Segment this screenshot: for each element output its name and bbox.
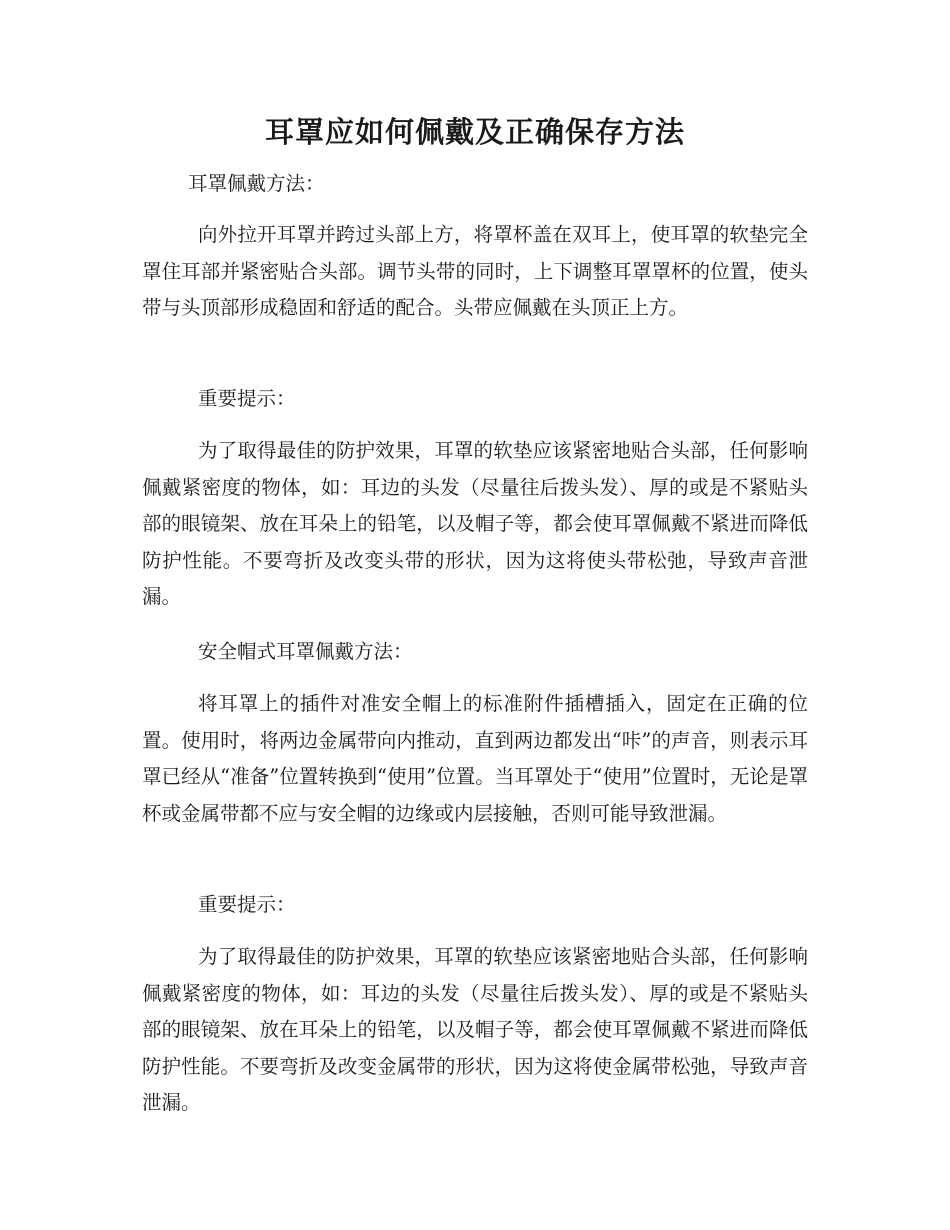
section-heading-important-note-1: 重要提示：	[198, 387, 296, 410]
paragraph-wearing-method: 向外拉开耳罩并跨过头部上方，将罩杯盖在双耳上，使耳罩的软垫完全罩住耳部并紧密贴合头部。调节头带的同时，上下调整耳罩罩杯的位置，使头带与头顶部形成稳固和舒适的配合。头带应佩戴在头顶正上方。	[142, 223, 808, 319]
section-heading-wearing-method: 耳罩佩戴方法：	[188, 172, 325, 195]
section-heading-helmet-wearing-method: 安全帽式耳罩佩戴方法：	[198, 640, 413, 663]
document-title: 耳罩应如何佩戴及正确保存方法	[264, 115, 685, 149]
paragraph-important-note-1: 为了取得最佳的防护效果，耳罩的软垫应该紧密地贴合头部，任何影响佩戴紧密度的物体，如：耳边的头发（尽量往后拨头发）、厚的或是不紧贴头部的眼镜架、放在耳朵上的铅笔，以及帽子等，都会使耳罩佩戴不紧进而降低防护性能。不要弯折及改变头带的形状，因为这将使头带松弛，导致声音泄漏。	[142, 439, 808, 608]
section-heading-important-note-2: 重要提示：	[198, 893, 296, 916]
paragraph-important-note-2: 为了取得最佳的防护效果，耳罩的软垫应该紧密地贴合头部，任何影响佩戴紧密度的物体，如：耳边的头发（尽量往后拨头发）、厚的或是不紧贴头部的眼镜架、放在耳朵上的铅笔，以及帽子等，都会使耳罩佩戴不紧进而降低防护性能。不要弯折及改变金属带的形状，因为这将使金属带松弛，导致声音泄漏。	[142, 945, 808, 1114]
paragraph-helmet-wearing-method: 将耳罩上的插件对准安全帽上的标准附件插槽插入，固定在正确的位置。使用时，将两边金属带向内推动，直到两边都发出“咔”的声音，则表示耳罩已经从“准备”位置转换到“使用”位置。当耳罩处于“使用”位置时，无论是罩杯或金属带都不应与安全帽的边缘或内层接触，否则可能导致泄漏。	[142, 692, 808, 825]
